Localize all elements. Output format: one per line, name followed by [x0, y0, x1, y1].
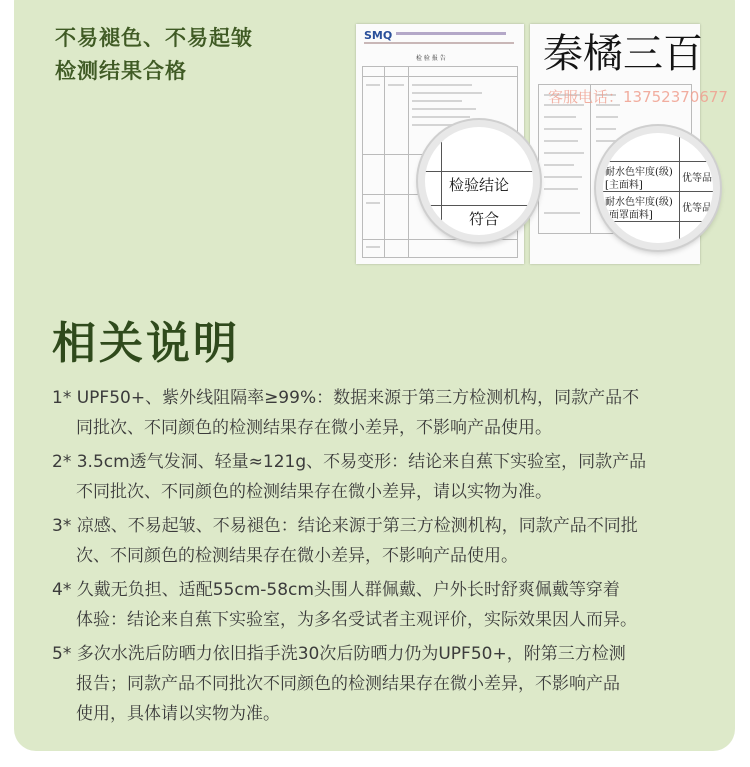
zoom-table-line: [679, 133, 680, 243]
note-item: [52, 639, 722, 729]
report-subheader-line: [364, 42, 514, 44]
magnifier-conclusion: [418, 120, 540, 242]
conclusion-value: 符合: [469, 210, 500, 228]
magnifier-colorfastness: [596, 126, 720, 250]
note-line: 2* 3.5cm透气发洞、轻量≈121g、不易变形：结论来自蕉下实验室，同款产品: [52, 452, 647, 472]
report-text-line: [596, 116, 618, 118]
table-border: [362, 66, 363, 258]
report-text-line: [544, 152, 584, 154]
brand-watermark: 秦橘三百: [543, 31, 703, 77]
report-text-line: [366, 246, 380, 248]
note-item: [52, 511, 722, 571]
report-text-line: [544, 140, 578, 142]
zoom-table-line: [441, 127, 442, 235]
row1-sub: [主面料]: [605, 180, 643, 191]
report-text-line: [544, 116, 576, 118]
report-text-line: [412, 108, 476, 110]
report-logo: SMQ: [364, 29, 393, 42]
note-line: 3* 凉感、不易起皱、不易褪色：结论来源于第三方检测机构，同款产品不同批: [52, 516, 638, 536]
row2-sub: [面罩面料]: [605, 210, 653, 221]
section-title: 相关说明: [52, 318, 240, 369]
report-title: 检 验 报 告: [416, 55, 446, 62]
report-text-line: [544, 188, 578, 190]
notes-list: [52, 383, 722, 733]
table-border: [384, 66, 385, 258]
note-line: 体验：结论来自蕉下实验室，为多名受试者主观评价，实际效果因人而异。: [76, 610, 637, 630]
report-text-line: [412, 116, 470, 118]
table-border: [408, 66, 409, 258]
row1-label: 耐水色牢度(级): [605, 167, 673, 178]
report-text-line: [544, 164, 574, 166]
table-border: [538, 84, 539, 234]
zoom-table-line: [603, 191, 713, 192]
report-text-line: [366, 202, 380, 204]
report-text-line: [366, 84, 380, 86]
report-text-line: [596, 128, 616, 130]
report-header-line: [396, 32, 506, 35]
note-line: 使用，具体请以实物为准。: [76, 704, 280, 724]
table-border: [362, 257, 518, 258]
table-border: [362, 76, 518, 77]
row2-value: 优等品: [682, 203, 712, 214]
note-item: [52, 575, 722, 635]
report-text-line: [544, 128, 582, 130]
report-text-line: [544, 176, 582, 178]
note-line: 次、不同颜色的检测结果存在微小差异，不影响产品使用。: [76, 546, 518, 566]
report-text-line: [412, 100, 462, 102]
headline: [55, 22, 345, 88]
headline-line-2: 检测结果合格: [55, 59, 187, 83]
note-line: 4* 久戴无负担、适配55cm-58cm头围人群佩戴、户外长时舒爽佩戴等穿着: [52, 580, 620, 600]
headline-line-1: 不易褪色、不易起皱: [55, 26, 253, 50]
zoom-table-line: [603, 221, 713, 222]
row2-label: 耐水色牢度(级): [605, 197, 673, 208]
table-border: [538, 84, 692, 85]
report-text-line: [412, 92, 482, 94]
report-text-line: [388, 84, 404, 86]
row1-value: 优等品: [682, 173, 712, 184]
note-item: [52, 383, 722, 443]
note-item: [52, 447, 722, 507]
note-line: 5* 多次水洗后防晒力依旧指手洗30次后防晒力仍为UPF50+，附第三方检测: [52, 644, 626, 664]
conclusion-label: 检验结论: [449, 176, 510, 194]
table-border: [362, 66, 518, 67]
report-text-line: [544, 212, 580, 214]
note-line: 报告；同款产品不同批次不同颜色的检测结果存在微小差异，不影响产品: [76, 674, 620, 694]
note-line: 1* UPF50+、紫外线阻隔率≥99%：数据来源于第三方检测机构，同款产品不: [52, 388, 640, 408]
note-line: 同批次、不同颜色的检测结果存在微小差异，不影响产品使用。: [76, 418, 552, 438]
note-line: 不同批次、不同颜色的检测结果存在微小差异，请以实物为准。: [76, 482, 552, 502]
service-phone-watermark: 客服电话：13752370677: [548, 88, 728, 106]
zoom-table-line: [603, 161, 713, 162]
report-text-line: [412, 84, 472, 86]
